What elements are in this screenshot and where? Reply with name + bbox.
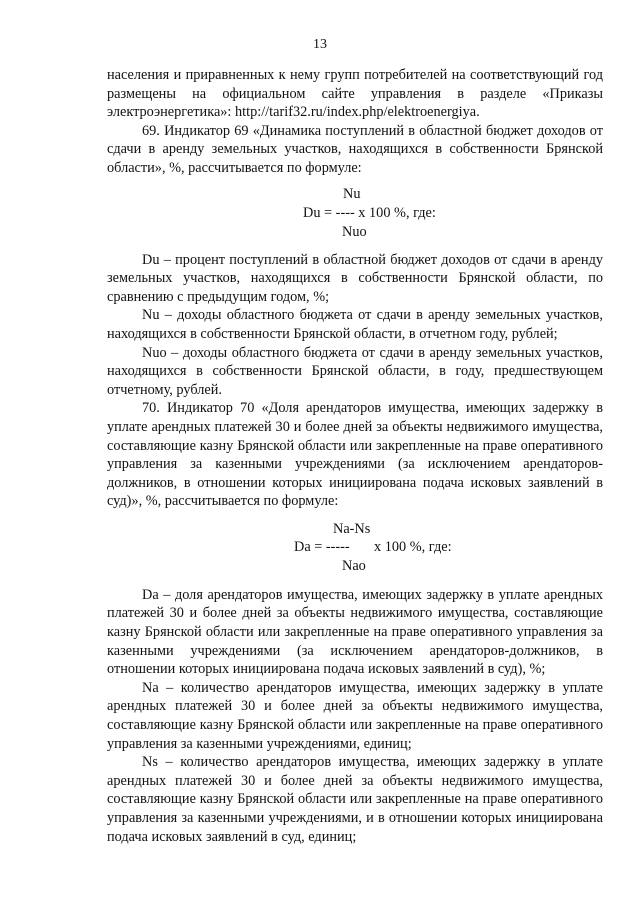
definition-na: Na – количество арендаторов имущества, имеющих задержку в уплате арендных платежей 30 и более дней за объекты недвижимого имущества, составляющие казну Брянской области или закрепленные на праве оперативного управления за казенными учреждениями, единиц; <box>107 679 603 752</box>
formula-du-denominator: Nuo <box>342 223 367 240</box>
formula-da <box>107 520 603 576</box>
paragraph-indicator-69: 69. Индикатор 69 «Динамика поступлений в областной бюджет доходов от сдачи в аренду земельных участков, находящихся в собственности Брянской области», %, рассчитывается по формуле: <box>107 122 603 176</box>
formula-da-denominator: Nao <box>342 557 366 574</box>
formula-du-numerator: Nu <box>343 185 361 202</box>
document-body <box>107 66 603 846</box>
formula-da-lhs: Da = ----- <box>294 538 350 555</box>
definition-nuo: Nuo – доходы областного бюджета от сдачи в аренду земельных участков, находящихся в собственности Брянской области, в году, предшествующем отчетному, рублей. <box>107 344 603 398</box>
page-number: 13 <box>313 37 327 52</box>
definition-nu: Nu – доходы областного бюджета от сдачи в аренду земельных участков, находящихся в собственности Брянской области, в отчетном году, рублей; <box>107 307 603 342</box>
formula-du <box>107 185 603 242</box>
definition-ns: Ns – количество арендаторов имущества, имеющих задержку в уплате арендных платежей 30 и более дней за объекты недвижимого имущества, составляющие казну Брянской области или закрепленные на праве оперативного управления за казенными учреждениями, и в отношении которых инициирована подача исковых заявлений в суд, единиц; <box>107 754 603 845</box>
paragraph-intro: населения и приравненных к нему групп потребителей на соответствующий год размещены на официальном сайте управления в разделе «Приказы электроэнергетика»: http://tarif32.ru/index.php/elektroenergiya. <box>107 67 603 121</box>
formula-du-expression: Du = ---- х 100 %, где: <box>303 204 436 221</box>
formula-da-numerator: Na-Ns <box>333 520 371 537</box>
paragraph-indicator-70: 70. Индикатор 70 «Доля арендаторов имущества, имеющих задержку в уплате арендных платежей 30 и более дней за объекты недвижимого имущества, составляющие казну Брянской области или закрепленные на праве оперативного управления за казенными учреждениями (за исключением арендаторов-должников, в отношении которых инициирована подача исковых заявлений в суд)», %, рассчитывается по формуле: <box>107 400 603 510</box>
definition-da: Da – доля арендаторов имущества, имеющих задержку в уплате арендных платежей 30 и более дней за объекты недвижимого имущества, составляющие казну Брянской области или закрепленные на праве оперативного управления за казенными учреждениями (за исключением арендаторов-должников, в отношении которых инициирована подача исковых заявлений в суд), %; <box>107 586 603 678</box>
definition-du: Du – процент поступлений в областной бюджет доходов от сдачи в аренду земельных участков, находящихся в собственности Брянской области, по сравнению с предыдущим годом, %; <box>107 251 603 305</box>
formula-da-rhs: х 100 %, где: <box>374 538 452 555</box>
